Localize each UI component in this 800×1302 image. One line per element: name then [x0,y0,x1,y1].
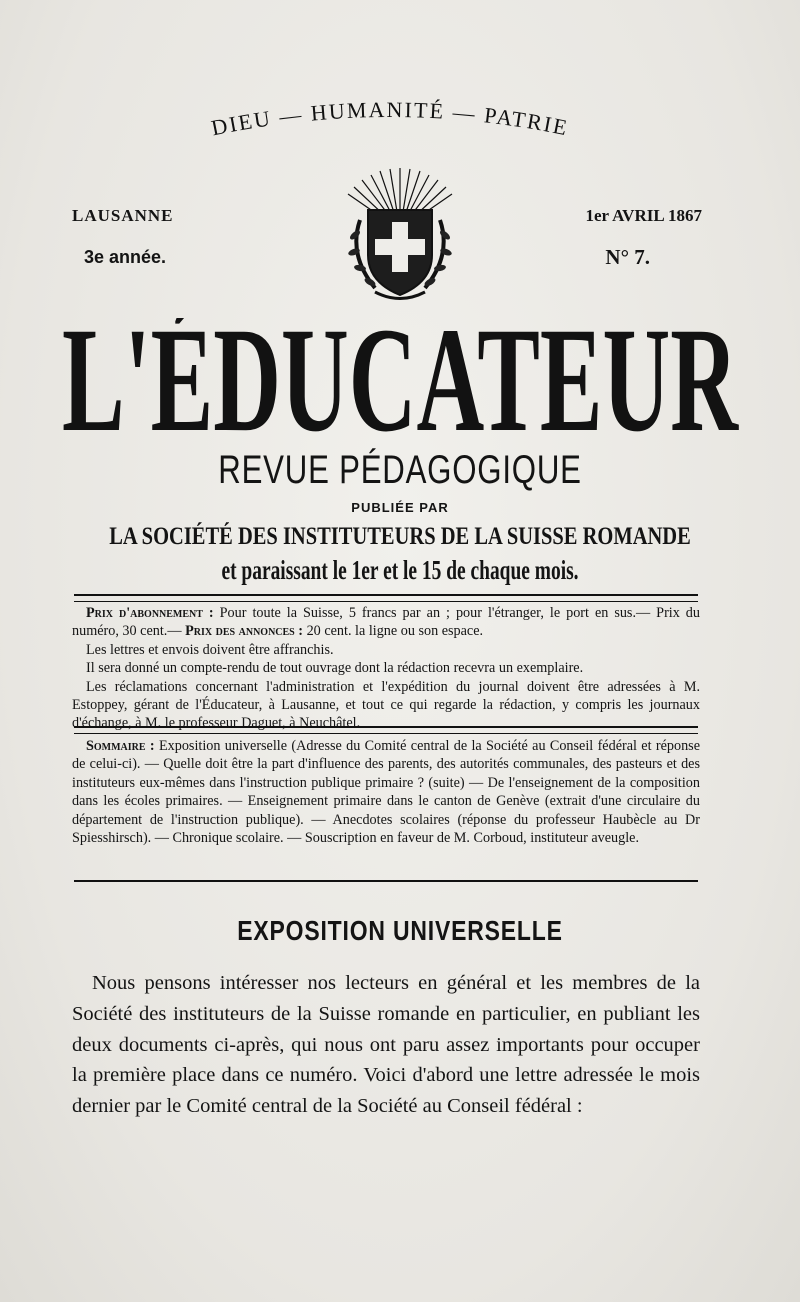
masthead-city: LAUSANNE [72,206,174,225]
motto-arc [150,92,630,162]
sommaire-block [72,737,700,847]
divider [74,726,698,734]
notice-lettres: Les lettres et envois doivent être affranchis. [86,641,334,658]
prix-label: Prix d'abonnement : [86,605,214,621]
annonces-label: Prix des annonces : [185,623,304,640]
masthead-title [60,318,740,443]
masthead-society: LA SOCIÉTÉ DES INSTITUTEURS DE LA SUISSE ROMANDE [109,523,691,550]
article-heading: EXPOSITION UNIVERSELLE [237,915,563,946]
sommaire-label: Sommaire : [86,738,155,754]
divider [74,880,698,882]
masthead-subtitle: REVUE PÉDAGOGIQUE [218,448,582,492]
masthead-issue-number: N° 7. [605,245,650,269]
divider [74,594,698,602]
annonces-text: 20 cent. la ligne ou son espace. [306,623,484,640]
masthead-schedule: et paraissant le 1er et le 15 de chaque mois. [221,555,579,585]
notice-prix [72,604,700,641]
notice-reclamations: Les réclamations concernant l'administration et l'expédition du journal doivent être adressées à M. Estoppey, gérant de l'Éducateur, à Lausanne, et tout ce qui regarde la rédaction, y compris les journaux d'échange, à M. le professeur Daguet, à Neuchâtel. [72,678,700,732]
sommaire-paragraph [72,737,700,847]
masthead-year: 3e année. [84,247,167,267]
masthead-title-text: L'ÉDUCATEUR [62,318,740,443]
article-body: Nous pensons intéresser nos lecteurs en général et les membres de la Société des instituteurs de la Suisse romande en particulier, en publiant les deux documents ci-après, qui nous ont paru assez importants pour occuper la première place dans ce numéro. Voici d'abord une lettre adressée le mois dernier par le Comité central de la Société au Conseil fédéral : [72,972,700,1118]
masthead-publiee: PUBLIÉE PAR [351,500,449,515]
motto-text: DIEU — HUMANITÉ — PATRIE [209,96,571,141]
masthead-date: 1er AVRIL 1867 [585,206,702,225]
notices-block [72,604,700,733]
masthead-motto [150,92,630,162]
swiss-cross-emblem-icon [330,160,470,310]
notice-compte-rendu: Il sera donné un compte-rendu de tout ouvrage dont la rédaction recevra un exemplaire. [86,660,584,677]
sommaire-text: Exposition universelle (Adresse du Comité central de la Société au Conseil fédéral et réponse de celui-ci). — Quelle doit être la part d'influence des parents, des autorités communales, des pasteurs et des instituteurs eux-mêmes dans l'instruction publique primaire ? (suite) — De l'enseignement de la composition dans les écoles primaires. — Enseignement primaire dans le canton de Genève (extrait d'une circulaire du département de l'instruction publique). — Anecdotes scolaires (réponse du professeur Haubècle au Dr Spiesshirsch). — Chronique scolaire. — Souscription en faveur de M. Corboud, instituteur aveugle. [72,738,700,847]
prix-text: Pour toute la Suisse, 5 francs par an ; pour l'étranger, le port en sus.— Prix du numéro, 30 cent.— [72,605,700,640]
